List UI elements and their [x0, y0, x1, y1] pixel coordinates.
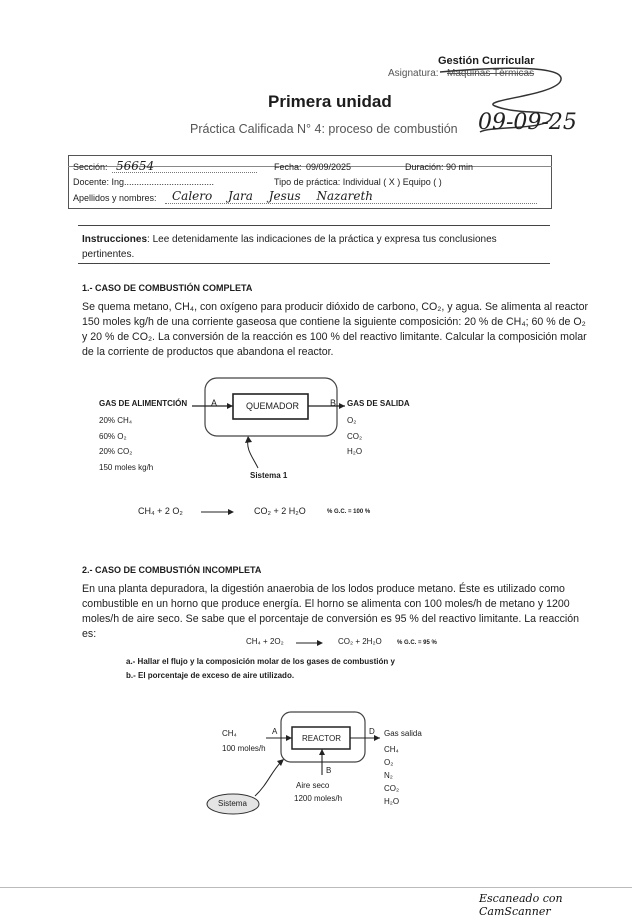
reaction1-conversion: % G.C. = 100 %: [327, 509, 371, 515]
inlet-flow: 100 moles/h: [222, 744, 266, 753]
duration: Duración: 90 min: [405, 162, 474, 172]
burner-label: QUEMADOR: [246, 401, 300, 411]
date-label: Fecha:: [274, 162, 302, 172]
reaction2-arrow: [295, 638, 325, 648]
stream-b2-label: B: [326, 766, 332, 775]
instructions-text: : Lee detenidamente las indicaciones de la práctica y expresa tus conclusiones pertinentes.: [82, 234, 497, 260]
feed-gas-title: GAS DE ALIMENTCIÓN: [99, 399, 188, 408]
outlet-composition: O₂ CO₂ H₂O: [347, 416, 363, 456]
practice-title: Práctica Calificada N° 4: proceso de combustión: [190, 122, 458, 136]
subject-label: Asignatura:: [388, 68, 439, 79]
air-label: Aire seco: [296, 781, 330, 790]
reaction1-arrow: [200, 507, 236, 517]
outlet-composition-2: CH₄ O₂ N₂ CO₂ H₂O: [384, 745, 400, 806]
case2-title: 2.- CASO DE COMBUSTIÓN INCOMPLETA: [82, 565, 262, 575]
section-value: 56654: [116, 159, 155, 173]
question-b: b.- El porcentaje de exceso de aire utilizado.: [126, 671, 295, 680]
section-label: Sección:: [73, 162, 108, 172]
reactor-label: REACTOR: [302, 734, 341, 743]
stream-d-label: D: [369, 727, 375, 736]
handwritten-date: 09-09-25: [478, 110, 577, 135]
outlet-gas2-title: Gas salida: [384, 729, 422, 738]
reaction1-left: CH₄ + 2 O₂: [138, 506, 183, 516]
stream-a2-label: A: [272, 727, 278, 736]
stream-b-label: B: [330, 398, 337, 408]
unit-title: Primera unidad: [268, 92, 392, 111]
reaction2-left: CH₄ + 2O₂: [246, 637, 284, 646]
reaction1-right: CO₂ + 2 H₂O: [254, 506, 306, 516]
teacher-label: Docente: Ing....................................: [73, 177, 215, 187]
case2-text: En una planta depuradora, la digestión anaerobia de los lodos produce metano. Éste es utilizado como combustible en un horno que produce energía. El horno se alimenta con 100 moles/h de metano y 1200 moles/h de aire seco. Se sabe que el porcentaje de conversión es 95 % del reactivo limitante. La reacción es:: [82, 583, 580, 640]
feed-composition: 20% CH₄ 60% O₂ 20% CO₂ 150 moles kg/h: [99, 416, 154, 472]
date-value: 09/09/2025: [306, 162, 352, 172]
instructions-label: Instrucciones: [82, 234, 148, 245]
case1-title: 1.- CASO DE COMBUSTIÓN COMPLETA: [82, 283, 253, 293]
names-value: Calero Jara Jesus Nazareth: [172, 189, 374, 203]
air-flow: 1200 moles/h: [294, 794, 343, 803]
system-label: Sistema: [218, 799, 247, 808]
department-title: Gestión Curricular: [438, 55, 535, 67]
names-label: Apellidos y nombres:: [73, 193, 157, 203]
reaction2-right: CO₂ + 2H₂O: [338, 637, 382, 646]
system-1-label: Sistema 1: [250, 471, 288, 480]
case1-text: Se quema metano, CH₄, con oxígeno para producir dióxido de carbono, CO₂, y agua. Se alimenta al reactor 150 moles kg/h de una corriente gaseosa que contiene la siguiente composición: 20 % de CH₄; 60 % de O₂ y 20 % de CO₂. La conversión de la reacción es 100 % del reactivo limitante. Calcular la composición molar de la corriente de productos que abandona el reactor.: [82, 301, 589, 358]
combustion-diagram-1: [0, 370, 632, 490]
inlet-gas: CH₄: [222, 729, 237, 738]
outlet-gas-title: GAS DE SALIDA: [347, 399, 410, 408]
stream-a-label: A: [211, 398, 218, 408]
question-a: a.- Hallar el flujo y la composición molar de los gases de combustión y: [126, 657, 395, 666]
subject-value: Maquinas Térmicas: [447, 68, 535, 79]
reaction2-conversion: % G.C. = 95 %: [397, 640, 437, 646]
scanner-watermark: Escaneado con CamScanner: [479, 892, 563, 918]
practice-type: Tipo de práctica: Individual ( X ) Equipo ( ): [274, 177, 442, 187]
